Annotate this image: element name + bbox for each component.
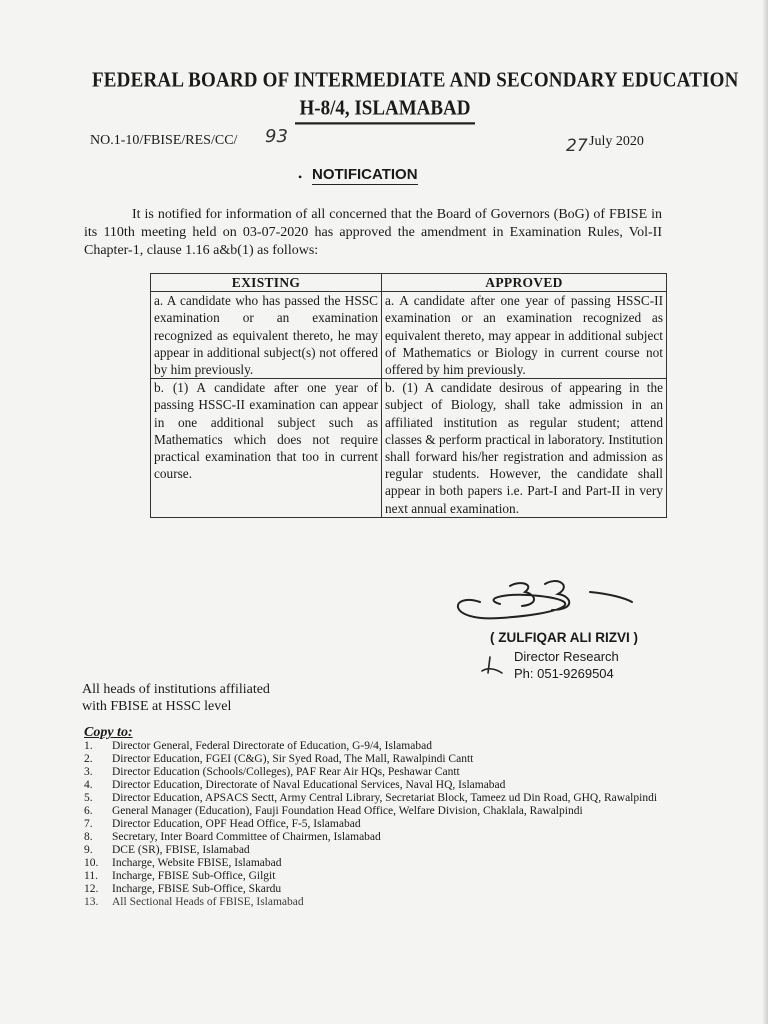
initial-mark-image	[480, 655, 504, 679]
header-approved: APPROVED	[382, 274, 667, 292]
list-item-text: Secretary, Inter Board Committee of Chairmen, Islamabad	[112, 831, 381, 843]
list-item-text: Incharge, FBISE Sub-Office, Skardu	[112, 883, 282, 895]
reference-number: NO.1-10/FBISE/RES/CC/	[90, 133, 238, 148]
header-existing: EXISTING	[151, 274, 382, 292]
list-item	[84, 779, 684, 792]
list-item	[84, 844, 684, 857]
list-item-number: 5.	[84, 792, 93, 804]
list-item	[84, 792, 684, 805]
list-item-number: 2.	[84, 753, 93, 765]
list-item-text: General Manager (Education), Fauji Foundation Head Office, Welfare Division, Chaklala, Rawalpindi	[112, 805, 583, 817]
list-item-text: Director Education, Directorate of Naval Educational Services, Naval HQ, Islamabad	[112, 779, 506, 791]
list-item	[84, 740, 684, 753]
date-handwritten-day: 27	[566, 136, 588, 156]
list-item-number: 3.	[84, 766, 93, 778]
table-row	[151, 292, 667, 379]
list-item-text: Director Education (Schools/Colleges), PAF Rear Air HQs, Peshawar Cantt	[112, 766, 460, 778]
list-item	[84, 857, 684, 870]
list-item-text: Incharge, Website FBISE, Islamabad	[112, 857, 282, 869]
signatory-title: Director Research	[514, 649, 619, 664]
existing-clause-a: a. A candidate who has passed the HSSC examination or an examination recognized as equivalent thereto, he may appear in additional subject(s) not offered by him previously.	[151, 292, 382, 379]
copy-to-list	[84, 740, 684, 909]
recipient-line-1: All heads of institutions affiliated	[82, 682, 270, 697]
list-item-text: Director Education, FGEI (C&G), Sir Syed Road, The Mall, Rawalpindi Cantt	[112, 753, 474, 765]
list-item-number: 1.	[84, 740, 93, 752]
amendment-table	[150, 273, 667, 518]
list-item-text: DCE (SR), FBISE, Islamabad	[112, 844, 250, 856]
signatory-name: ( ZULFIQAR ALI RIZVI )	[490, 630, 638, 645]
list-item	[84, 883, 684, 896]
reference-handwritten-suffix: 93	[265, 126, 288, 147]
list-item-number: 8.	[84, 831, 93, 843]
list-item-text: Director Education, APSACS Sectt, Army Central Library, Secretariat Block, Tameez ud Din Road, GHQ, Rawalpindi	[112, 792, 658, 804]
list-item-number: 13.	[84, 896, 99, 908]
date-text: July 2020	[589, 134, 644, 149]
notification-intro	[84, 206, 662, 260]
notification-heading: NOTIFICATION	[312, 166, 418, 183]
list-item	[84, 831, 684, 844]
recipient-line-2: with FBISE at HSSC level	[82, 699, 232, 714]
list-item	[84, 870, 684, 883]
table-header-row	[151, 274, 667, 292]
list-item-number: 4.	[84, 779, 93, 791]
table-row	[151, 379, 667, 518]
list-item-number: 9.	[84, 844, 93, 856]
approved-clause-a: a. A candidate after one year of passing HSSC-II examination or an examination recognized as equivalent thereto, may appear in additional subject of Mathematics or Biology in current course not offered by him previously.	[382, 292, 667, 379]
list-item	[84, 818, 684, 831]
board-address: H-8/4, ISLAMABAD	[295, 97, 475, 125]
list-item-text: Director General, Federal Directorate of Education, G-9/4, Islamabad	[112, 740, 432, 752]
recipient-block	[82, 681, 270, 715]
stray-dot: •	[298, 170, 303, 184]
list-item-number: 10.	[84, 857, 99, 869]
intro-text: It is notified for information of all concerned that the Board of Governors (BoG) of FBISE in its 110th meeting held on 03-07-2020 has approved the amendment in Examination Rules, Vol-II Chapter-1, clause 1.16 a&b(1) as follows:	[84, 207, 662, 258]
copy-to-heading: Copy to:	[84, 725, 133, 740]
signature-image	[440, 572, 640, 628]
list-item-number: 12.	[84, 883, 99, 895]
list-item	[84, 896, 684, 909]
signatory-phone: Ph: 051-9269504	[514, 666, 614, 681]
list-item	[84, 805, 684, 818]
existing-clause-b: b. (1) A candidate after one year of passing HSSC-II examination can appear in one additional subject such as Mathematics which does not require practical examination that too in current course.	[151, 379, 382, 518]
list-item-text: Director Education, OPF Head Office, F-5, Islamabad	[112, 818, 361, 830]
list-item-text: Incharge, FBISE Sub-Office, Gilgit	[112, 870, 276, 882]
approved-clause-b: b. (1) A candidate desirous of appearing in the subject of Biology, shall take admission in an affiliated institution as regular student; attend classes & perform practical in laboratory. Institution shall forward his/her registration and admission as regular students. However, the candidate shall appear in both papers i.e. Part-I and Part-II in very next annual examination.	[382, 379, 667, 518]
list-item	[84, 753, 684, 766]
list-item-number: 6.	[84, 805, 93, 817]
list-item	[84, 766, 684, 779]
list-item-number: 7.	[84, 818, 93, 830]
list-item-text: All Sectional Heads of FBISE, Islamabad	[112, 896, 304, 908]
page-edge	[762, 0, 768, 1024]
board-title: FEDERAL BOARD OF INTERMEDIATE AND SECONDARY EDUCATION	[92, 68, 739, 93]
list-item-number: 11.	[84, 870, 98, 882]
